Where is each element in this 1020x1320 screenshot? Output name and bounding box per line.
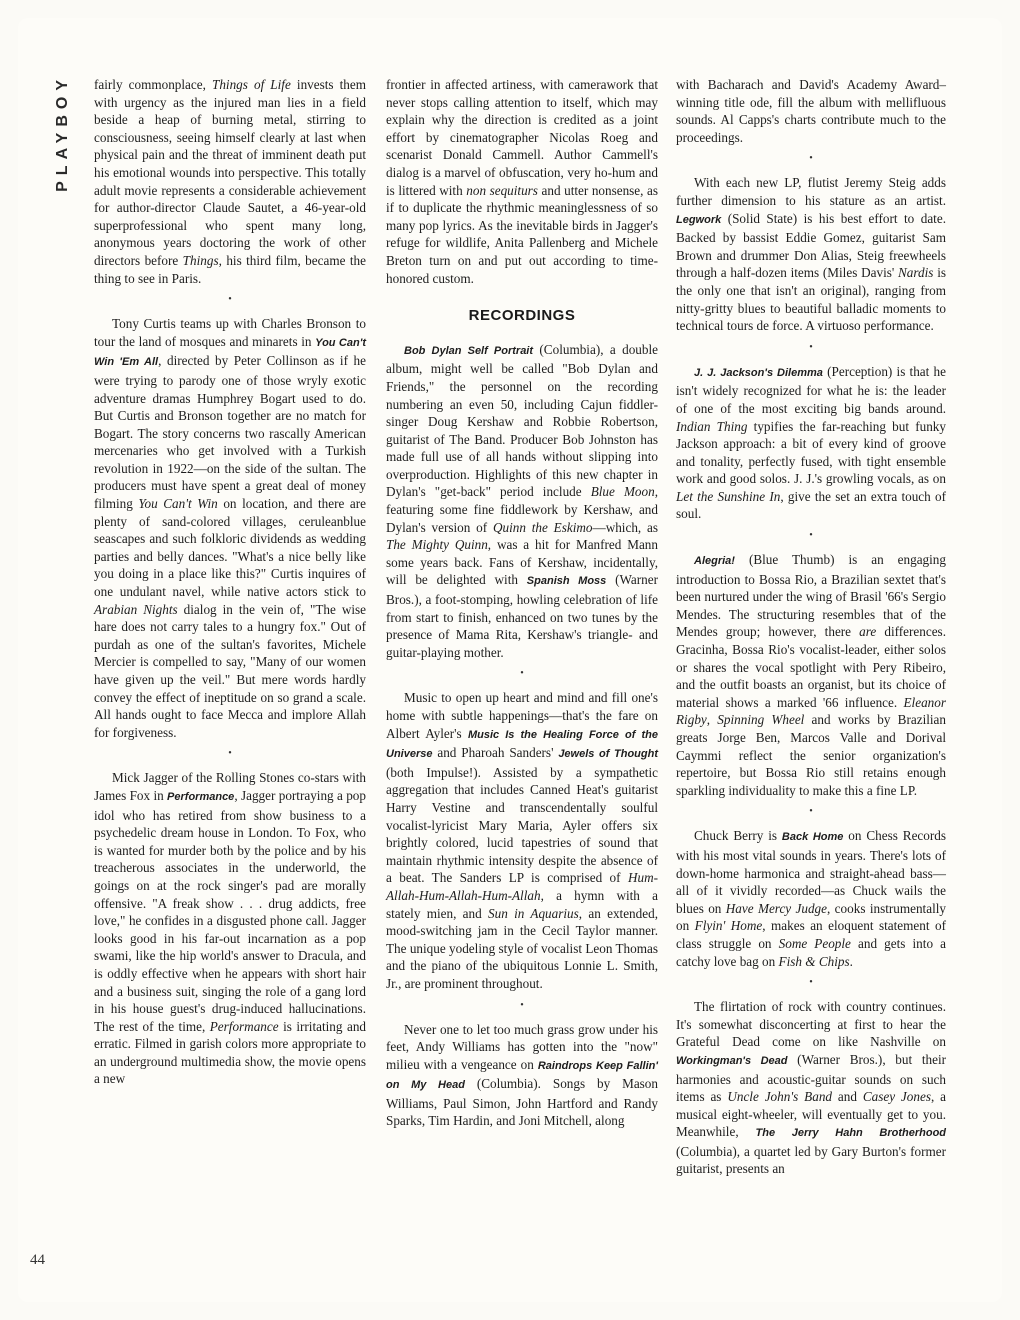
italic-title: are	[859, 624, 877, 640]
bullet-separator: •	[809, 977, 813, 989]
italic-title: Fish & Chips	[778, 953, 850, 969]
paragraph	[94, 315, 366, 741]
text-run: , Jagger portraying a pop idol who has retired from show business to a psychedelic dream house in London. To Fox, who is wanted for murder both by the police and by his treacherous associates in the underworld, the goings on at the rock singer's pad are morally offensive. "A freak show . . . drug addicts, free love," he confides in a disgusted phone call. Jagger looks good in his far-out incarnation as a pop swami, like the hip world's answer to Dracula, and is oddly effective when he appears with short hair and a business suit, singing the role of a gang lord in his house guest's drug-induced hallucinations. The rest of the time,	[94, 787, 366, 1034]
text-run: and works by Brazilian greats Jorge Ben, Marcos Valle and Dorival Caymmi reflect the senior organization's repertoire, but Bossa Rio still retains enough sparkling individuality to make this a fine LP.	[676, 712, 947, 798]
italic-title: non sequiturs	[466, 182, 538, 198]
text-run: on location, and there are plenty of sand-colored villages, ceruleanblue seascapes and such folkloric dividends as wedding parties and belly dances. "What's a nice belly like you doing in a place like this?" Curtis inquires of one undulant navel, while native actors stick to	[94, 496, 366, 600]
paragraph	[94, 76, 366, 287]
work-title: Bob Dylan Self Portrait	[404, 344, 534, 357]
work-title: Performance	[167, 790, 235, 803]
italic-title: Spinning Wheel	[717, 712, 805, 728]
bullet-separator: •	[520, 999, 524, 1011]
italic-title: The Mighty Quinn	[386, 537, 488, 553]
text-run: (Perception) is that he isn't widely recognized for what he is: the leader of one of the most exciting big bands around.	[676, 363, 946, 416]
text-run: Chuck Berry is	[694, 828, 782, 844]
column-2	[386, 76, 658, 1130]
italic-title: Things	[182, 252, 219, 268]
text-run: and	[832, 1089, 863, 1105]
text-run: fairly commonplace,	[94, 77, 212, 92]
text-run: (Solid State) is his best effort to date. Backed by bassist Eddie Gomez, guitarist Sam Brown and drummer Don Alias, Steig freewheels through a half-dozen items (Miles Davis'	[676, 210, 946, 281]
text-run: , makes an eloquent statement of class struggle on	[676, 918, 946, 951]
text-run: (Blue Thumb) is an engaging introduction to Bossa Rio, a Brazilian sextet that's been nurtured under the wing of Brasil '66's Sergio Mendes. The structuring resembles that of the Mendes group; however, there	[676, 552, 946, 640]
text-run: Never one to let too much grass grow under his feet, Andy Williams has gotten into the "now" milieu with a vengeance on	[386, 1021, 658, 1072]
text-run: , a musical eight-wheeler, will eventually get to you. Meanwhile,	[676, 1089, 946, 1140]
bullet-separator: •	[809, 806, 813, 818]
magazine-side-mark: PLAYBOY	[54, 74, 71, 192]
bullet-separator: •	[809, 530, 813, 542]
text-run: (Columbia). Songs by Mason Williams, Paul Simon, John Hartford and Randy Sparks, Tim Hardin, and Joni Mitchell, along	[386, 1076, 658, 1129]
work-title: Spanish Moss	[526, 575, 607, 588]
work-title: J. J. Jackson's Dilemma	[694, 366, 823, 379]
text-run: (Warner Bros.), but their harmonies and acoustic-guitar sounds on such items as	[676, 1051, 947, 1105]
bullet-separator: •	[228, 294, 232, 306]
text-run: , directed by Peter Collinson as if he were trying to parody one of those wryly exotic adventure dramas Humphrey Bogart used to do. But Curtis and Bronson together are no match for Bogart. The story concerns two rascally American mercenaries who get involved with a Turkish revolution in 1922—on the side of the sultan. The producers must have spent a great deal of money filming	[94, 353, 366, 512]
text-run: invests them with urgency as the injured man lies in a field beside a heap of burning metal, stirring to consciousness, seeing himself clearly at last when physical pain and the threat of imminent death put his emotional wounds into perspective. This totally adult movie represents a considerable achievement for author-director Claude Sautet, a 46-year-old superprofessional who spent many long, anonymous years doctoring the work of other directors before	[94, 77, 366, 268]
italic-title: Some People	[778, 935, 851, 951]
italic-title: Hum-Allah-Hum-Allah-Hum-Allah	[386, 870, 658, 903]
text-run: and utter nonsense, as if to duplicate the rhythmic meaninglessness of so many pop lyrics. As the inevitable birds in Jagger's refuge for wildlife, Anita Pallenberg and Michele Breton turn on and put out according to time-honored custom.	[386, 182, 658, 286]
italic-title: Quinn the Eskimo	[492, 519, 593, 535]
text-run: (Columbia), a double album, might well be called "Bob Dylan and Friends," the personnel on the recording numbering an even 50, including Cajun fiddler-singer Doug Kershaw and Robbie Robertson, guitarist of The Band. Producer Bob Johnston has made full use of all hands without slipping into overproduction. Highlights of this new chapter in Dylan's "get-back" period include	[386, 341, 658, 500]
italic-title: Flyin' Home	[694, 918, 763, 934]
bullet-separator: •	[228, 748, 232, 760]
text-run: (Columbia), a quartet led by Gary Burton's former guitarist, presents an	[676, 1143, 946, 1177]
italic-title: Sun in Aquarius	[488, 905, 579, 921]
text-run: , featuring some fine fiddlework by Kershaw, and Dylan's version of	[386, 484, 659, 535]
column-3	[676, 76, 946, 1178]
paragraph	[676, 998, 946, 1178]
text-run: , an extended, mood-switching jam in the Cecil Taylor manner. The unique yodeling style of vocalist Leon Thomas and the piano of the ubiquitous Lonnie L. Smith, Jr., are prominent throughout.	[386, 905, 658, 991]
paragraph	[676, 76, 946, 146]
text-run: differences. Gracinha, Bossa Rio's vocalist-leader, either solos or shares the vocal spotlight with Pery Ribeiro, and the outfit boasts an organist, but its choice of material shows a marked '66 influence.	[676, 624, 946, 710]
paragraph	[94, 769, 366, 1088]
work-title: Back Home	[781, 831, 844, 844]
text-run: and Pharoah Sanders'	[432, 745, 559, 761]
work-title: The Jerry Hahn Brotherhood	[755, 1127, 947, 1140]
paragraph	[386, 76, 658, 287]
text-run: and gets into a catchy love bag on	[676, 935, 946, 969]
section-heading: RECORDINGS	[468, 307, 576, 325]
text-run: is the only one that isn't an original), ranging from nitty-gritty blues to beautiful balladic moments to technical tours de force. A virtuoso performance.	[676, 265, 947, 334]
work-title: Alegria!	[694, 555, 735, 568]
italic-title: Nardis	[898, 265, 934, 281]
text-run: Tony Curtis teams up with Charles Bronson to tour the land of mosques and minarets in	[94, 316, 366, 349]
text-run: (both Impulse!). Assisted by a sympathetic aggregation that includes Canned Heat's guitarist Harry Vestine and transcendentally soulful vocalist-lyricist Mary Maria, Ayler offers six brightly colored, lucid tapestries of sound that maintain rhythmic intensity despite the absence of a beat. The Sanders LP is comprised of	[386, 764, 658, 886]
italic-title: Performance	[209, 1018, 279, 1034]
text-run: (Warner Bros.), a foot-stomping, howling celebration of life from start to finish, enhanced on two tunes by the presence of Mama Rita, Kershaw's triangle- and guitar-playing mother.	[386, 572, 658, 660]
text-run: Music to open up heart and mind and fill one's home with subtle happenings—that's the fare on Albert Ayler's	[386, 690, 658, 741]
paragraph	[676, 363, 946, 523]
text-run: The flirtation of rock with country continues. It's somewhat disconcerting at first to hear the Grateful Dead come on like Nashville on	[676, 999, 946, 1050]
bullet-separator: •	[809, 341, 813, 353]
bullet-separator: •	[520, 668, 524, 680]
text-run: With each new LP, flutist Jeremy Steig adds further dimension to his stature as an artist.	[676, 175, 946, 208]
text-run: typifies the far-reaching but funky Jackson approach: a bit of every kind of groove and tonality, perfectly fused, with tight ensemble work and good solos. J. J.'s growling vocals, as on	[676, 418, 946, 487]
work-title: Jewels of Thought	[558, 748, 658, 761]
work-title: Legwork	[676, 213, 722, 226]
text-run: frontier in affected artiness, with camerawork that never stops calling attention to itself, which may explain why the direction is credited as a joint effort by cinematographer Nicolas Roeg and scenarist Donald Cammell. Author Cammell's dialog is a marvel of obfuscation, very ho-hum and is littered with	[386, 77, 658, 198]
text-run: is irritating and erratic. Filmed in garish colors more appropriate to an underground multimedia show, the movie opens a new	[94, 1018, 367, 1087]
italic-title: Things of Life	[211, 77, 291, 92]
paragraph	[386, 1021, 658, 1131]
page-number: 44	[30, 1252, 45, 1268]
italic-title: Indian Thing	[676, 418, 748, 434]
text-run: dialog in the vein of, "The wise hare does not carry tales to a hungry fox." Out of purdah as one of the sultan's favorites, Michele Mercier is compelled to say, "Many of our women have given up the veil." But mere words hardly convey the effect of ineptitude on so grand a scale. All hands ought to face Mecca and implore Allah for forgiveness.	[94, 601, 366, 740]
italic-title: Uncle John's Band	[727, 1089, 833, 1105]
column-1	[94, 76, 366, 1088]
text-run: Mick Jagger of the Rolling Stones co-stars with James Fox in	[94, 770, 366, 803]
text-run: , cooks instrumentally on	[676, 900, 947, 934]
paragraph	[676, 827, 946, 970]
italic-title: Have Mercy Judge	[725, 900, 828, 916]
italic-title: Arabian Nights	[94, 601, 178, 617]
italic-title: Casey Jones	[862, 1089, 931, 1105]
text-run: —which, as	[592, 519, 659, 535]
italic-title: Eleanor Rigby	[676, 694, 946, 728]
paragraph	[386, 689, 658, 992]
work-title: Raindrops Keep Fallin' on My Head	[386, 1059, 658, 1092]
text-run: , a hymn with a stately mien, and	[386, 887, 658, 921]
work-title: You Can't Win 'Em All	[94, 336, 366, 369]
text-run: , his third film, became the thing to see in Paris.	[94, 252, 366, 286]
text-run: with Bacharach and David's Academy Award–winning title ode, fill the album with mellifluous sounds. Al Capps's charts contribute much to the proceedings.	[676, 77, 946, 145]
paragraph	[676, 174, 946, 334]
work-title: Music Is the Healing Force of the Universe	[386, 728, 658, 761]
text-run: .	[849, 953, 853, 969]
work-title: Workingman's Dead	[676, 1054, 788, 1067]
text-run: ,	[706, 712, 718, 728]
text-run: , give the set an extra touch of soul.	[676, 488, 946, 522]
paragraph	[676, 551, 946, 799]
text-run: , was a hit for Manfred Mann some years back. Fans of Kershaw, incidentally, will be delighted with	[386, 537, 658, 588]
italic-title: Let the Sunshine In	[676, 488, 781, 504]
italic-title: Blue Moon	[590, 484, 655, 500]
text-run: on Chess Records with his most vital sounds in years. There's lots of down-home harmonica and straight-ahead bass—all of it vividly recorded—as Chuck wails the blues on	[676, 828, 946, 916]
paragraph	[386, 341, 658, 662]
italic-title: You Can't Win	[138, 496, 218, 512]
bullet-separator: •	[809, 153, 813, 165]
